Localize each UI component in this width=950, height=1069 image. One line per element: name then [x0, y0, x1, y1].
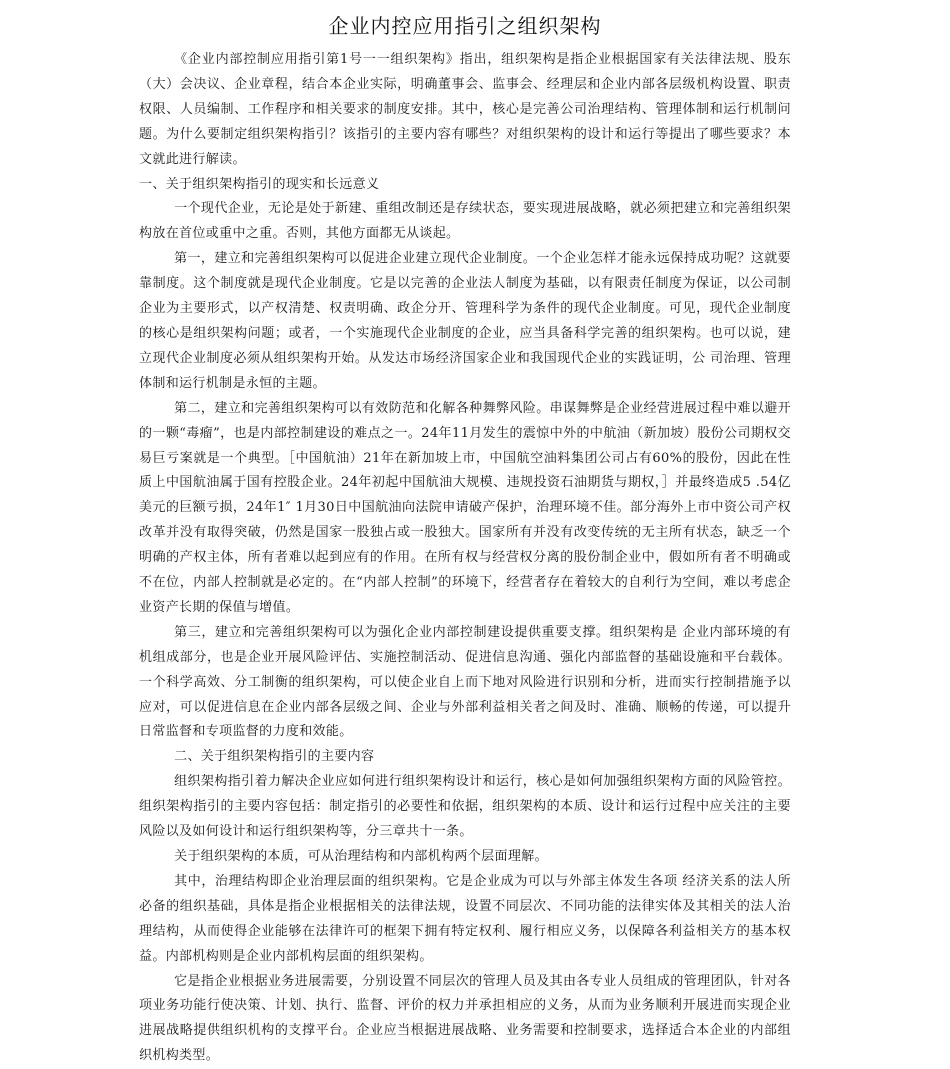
paragraph: 第二，建立和完善组织架构可以有效防范和化解各种舞弊风险。串谋舞弊是企业经营进展过程中难以避开的一颗“毒瘤”，也是内部控制建设的难点之一。24年11月发生的震惊中外的中航油（新加坡）股份公司期权交易巨亏案就是一个典型。［中国航油）21年在新加坡上市，中国航空油料集团公司占有60%的股份，因此在性质上中国航油属于国有控股企业。24年初起中国航油大规模、违规投资石油期货与期权，］并最终造成5 .54亿美元的巨额亏损，24年1″ 1月30日中国航油向法院申请破产保护，治理环境不佳。部分海外上市中资公司产权改革并没有取得突破，仍然是国家一股独占或一股独大。国家所有并没有改变传统的无主所有状态，缺乏一个明确的产权主体，所有者难以起到应有的作用。在所有权与经营权分离的股份制企业中，假如所有者不明确或不在位，内部人控制就是必定的。在“内部人控制”的环境下，经营者存在着较大的自利行为空间，难以考虑企业资产长期的保值与增值。	[139, 400, 791, 615]
paragraph: 它是指企业根据业务进展需要，分别设置不同层次的管理人员及其由各专业人员组成的管理团队，针对各项业务功能行使决策、计划、执行、监督、评价的权力并承担相应的义务，从而为业务顺利开展进而实现企业进展战略提供组织机构的支撑平台。企业应当根据进展战略、业务需要和控制要求，选择适合本企业的内部组织机构类型。	[139, 973, 791, 1064]
section-heading-2: 二、关于组织架构指引的主要内容	[174, 749, 375, 765]
paragraph: 第一，建立和完善组织架构可以促进企业建立现代企业制度。一个企业怎样才能永远保持成功呢？这就要靠制度。这个制度就是现代企业制度。它是以完善的企业法人制度为基础，以有限责任制度为保证，以公司制企业为主要形式，以产权清楚、权责明确、政企分开、管理科学为条件的现代企业制度。可见，现代企业制度的核心是组织架构问题；或者，一个实施现代企业制度的企业，应当具备科学完善的组织架构。也可以说，建立现代企业制度必须从组织架构开始。从发达市场经济国家企业和我国现代企业的实践证明，公 司治理、管理体制和运行机制是永恒的主题。	[139, 251, 791, 391]
paragraph: 其中，治理结构即企业治理层面的组织架构。它是企业成为可以与外部主体发生各项 经济关系的法人所必备的组织基础，具体是指企业根据相关的法律法规，设置不同层次、不同功能的法律实体及其相关的法人治理结构，从而使得企业能够在法律许可的框架下拥有特定权利、履行相应义务，以保障各利益相关方的基本权益。内部机构则是企业内部机构层面的组织架构。	[139, 873, 791, 964]
paragraph: 组织架构指引着力解决企业应如何进行组织架构设计和运行，核心是如何加强组织架构方面的风险管控。组织架构指引的主要内容包括：制定指引的必要性和依据，组织架构的本质、设计和运行过程中应关注的主要风险以及如何设计和运行组织架构等，分三章共十一条。	[139, 774, 791, 840]
document-title: 企业内控应用指引之组织架构	[328, 14, 602, 38]
paragraph-intro: 《企业内部控制应用指引第1号一一组织架构》指出，组织架构是指企业根据国家有关法律法规、股东（大）会决议、企业章程，结合本企业实际，明确董事会、监事会、经理层和企业内部各层级机构设置、职责权限、人员编制、工作程序和相关要求的制度安排。其中，核心是完善公司治理结构、管理体制和运行机制问题。为什么要制定组织架构指引？该指引的主要内容有哪些？对组织架构的设计和运行等提出了哪些要求？本文就此进行解读。	[139, 52, 791, 167]
document-body	[139, 48, 791, 1069]
paragraph: 一个现代企业，无论是处于新建、重组改制还是存续状态，要实现进展战略，就必须把建立和完善组织架构放在首位或重中之重。否则，其他方面都无从谈起。	[139, 201, 791, 242]
document-page	[139, 12, 791, 1069]
section-heading-1: 一、关于组织架构指引的现实和长远意义	[139, 176, 380, 192]
paragraph: 第三，建立和完善组织架构可以为强化企业内部控制建设提供重要支撑。组织架构是 企业内部环境的有机组成部分，也是企业开展风险评估、实施控制活动、促进信息沟通、强化内部监督的基础设施和平台载体。一个科学高效、分工制衡的组织架构，可以使企业自上而下地对风险进行识别和分析，进而实行控制措施予以应对，可以促进信息在企业内部各层级之间、企业与外部利益相关者之间及时、准确、顺畅的传递，可以提升日常监督和专项监督的力度和效能。	[139, 624, 791, 740]
paragraph: 关于组织架构的本质，可从治理结构和内部机构两个层面理解。	[174, 849, 548, 864]
